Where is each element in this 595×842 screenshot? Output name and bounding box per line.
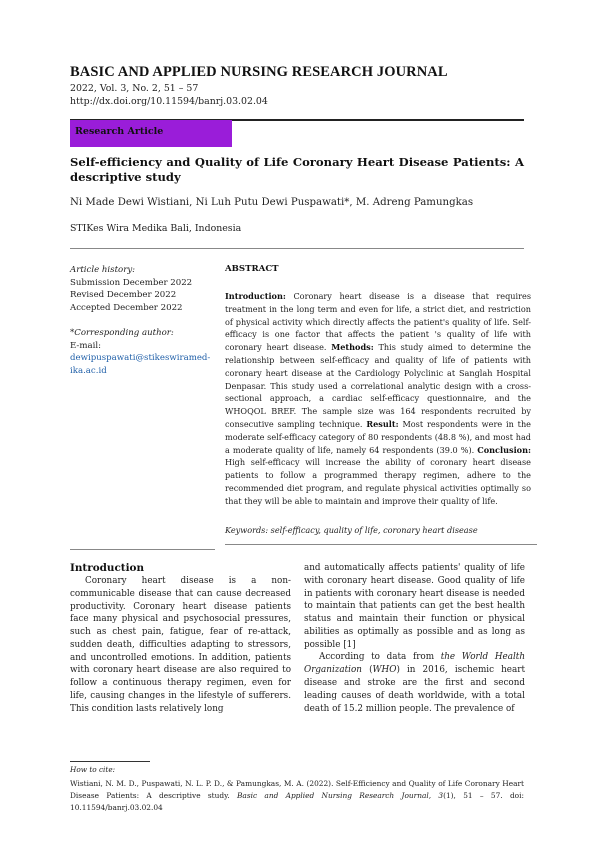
who-full-name: the World Health Organization (304, 652, 525, 676)
email-link[interactable]: dewipuspawati@stikeswiramed-ika.ac.id (70, 353, 211, 376)
who-abbrev: WHO (372, 665, 397, 676)
intro-paragraph-1-cont: and automatically affects patients' quality of life with coronary heart disease. Good quality of life in patients with coronary heart disease is needed to maintain that patients can get the best health status and maintain their function or physical abilities as optimally as possible and as long as possible [1] (304, 563, 525, 650)
abstract-intro-text: Coronary heart disease is a disease that requires treatment in the long term and even for life, a strict diet, and restriction of physical activity which directly affects the patient's quality of life. Self-efficacy is one factor that affects the patient 's quality of life with coronary heart disease. (225, 291, 531, 353)
article-info-sidebar (70, 264, 215, 378)
journal-title: BASIC AND APPLIED NURSING RESEARCH JOURNAL (70, 64, 448, 80)
intro-paragraph-1: Coronary heart disease is a non-communicable disease that can cause decreased productivity. Coronary heart disease patients face many physical and psychosocial pressures, such as chest pain, fatigue, fear of re-attack, sudden death, difficulties adapting to stressors, and uncontrolled emotions. In addition, patients with coronary heart disease are also required to follow a continuous therapy regimen, even for life, causing changes in the lifestyle of sufferers. This condition lasts relatively long (70, 576, 291, 714)
corresponding-label: *Corresponding author: (70, 327, 174, 338)
abstract-methods-text: This study aimed to determine the relationship between self-efficacy and quality of life of patients with coronary heart disease at the Cardiology Polyclinic at Sanglah Hospital Denpasar. This study used a correlational analytic design with a cross-sectional approach, a cardiac self-efficacy questionnaire, and the WHOQOL BREF. The sample size was 164 respondents recruited by consecutive sampling technique. (225, 342, 531, 429)
intro-paragraph-2 (304, 651, 525, 715)
paper-title: Self-efficiency and Quality of Life Coronary Heart Disease Patients: A descriptive study (70, 155, 524, 184)
abstract-result-label: Result: (366, 418, 399, 429)
abstract-conclusion-label: Conclusion: (477, 444, 531, 455)
p2-text-a: According to data from (319, 652, 441, 663)
citation-part-b: (1), 51 – 57. doi: 10.11594/banrj.03.02.04 (70, 791, 524, 812)
citation-journal: Basic and Applied Nursing Research Journal, 3 (236, 791, 444, 800)
abstract-intro-label: Introduction: (225, 291, 286, 301)
abstract-divider (225, 544, 537, 545)
email-label: E-mail: (70, 340, 102, 351)
citation-text (70, 778, 524, 814)
footnote-rule (70, 761, 150, 762)
doi-link[interactable]: http://dx.doi.org/10.11594/banrj.03.02.04 (70, 96, 268, 107)
body-column-left (70, 575, 291, 716)
keywords: Keywords: self-efficacy, quality of life, coronary heart disease (225, 525, 478, 535)
abstract-conclusion-text: High self-efficacy will increase the ability of coronary heart disease patients to follow a programmed therapy regimen, adhere to the recommended diet program, and regulate physical activities optimally so that they will be able to maintain and improve their quality of life. (225, 457, 531, 506)
citation-heading: How to cite: (70, 765, 116, 774)
affiliation: STIKes Wira Medika Bali, Indonesia (70, 223, 242, 234)
sidebar-divider (70, 549, 215, 550)
introduction-heading: Introduction (70, 562, 144, 574)
abstract-methods-label: Methods: (331, 342, 374, 353)
volume-line: 2022, Vol. 3, No. 2, 51 – 57 (70, 83, 199, 94)
abstract-result-text: Most respondents were in the moderate self-efficacy category of 80 respondents (48.8 %), and most had a moderate quality of life, namely 64 respondents (39.0 %). (225, 418, 531, 455)
submission-date: Submission December 2022 (70, 277, 193, 288)
body-column-right (304, 562, 525, 715)
section-divider (70, 248, 524, 249)
citation-part-a: Wistiani, N. M. D., Puspawati, N. L. P. D., & Pamungkas, M. A. (2022). Self-Efficiency and Quality of Life Coronary Heart Disease Patients: A descriptive study. (70, 779, 524, 800)
abstract-heading: ABSTRACT (225, 264, 279, 274)
history-label: Article history: (70, 265, 136, 275)
p2-text-b: ( (361, 665, 373, 676)
accepted-date: Accepted December 2022 (70, 303, 183, 314)
revised-date: Revised December 2022 (70, 290, 177, 301)
author-list: Ni Made Dewi Wistiani, Ni Luh Putu Dewi Puspawati*, M. Adreng Pamungkas (70, 197, 474, 208)
article-type-label: Research Article (75, 126, 164, 137)
abstract-text (225, 290, 531, 508)
p2-text-c: ) in 2016, ischemic heart disease and stroke are the first and second leading causes of death worldwide, with a total death of 15.2 million people. The prevalence of (304, 665, 525, 714)
